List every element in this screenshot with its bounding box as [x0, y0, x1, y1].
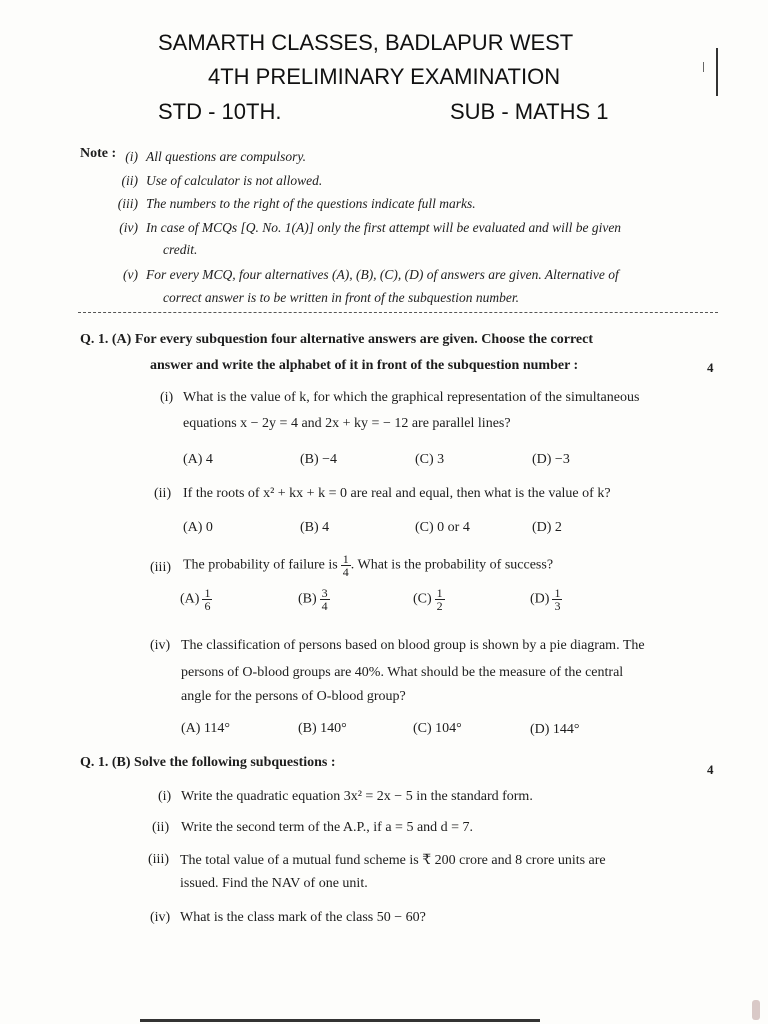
note-item: (v) For every MCQ, four alternatives (A), (B), (C), (D) of answers are given. Alternative of: [123, 267, 619, 282]
question-text: What is the class mark of the class 50 − 60?: [180, 910, 426, 925]
margin-line: [716, 48, 718, 96]
option: (B) $\frac{3}{4}$: [298, 586, 328, 613]
question-text: equations x − 2y = 4 and 2x + ky = − 12 are parallel lines?: [183, 416, 511, 431]
note-item: (iv) In case of MCQs [Q. No. 1(A)] only the first attempt will be evaluated and will be given: [119, 220, 622, 235]
question-text: The probability of failure is $\frac{1}{4}$ . What is the probability of success?: [183, 552, 554, 579]
note-item-continued: correct answer is to be written in front of the subquestion number.: [163, 290, 519, 305]
question-number: (ii): [154, 486, 172, 501]
option: (A) 4: [183, 452, 213, 467]
option: (C) 104°: [413, 721, 462, 736]
option: (D) −3: [532, 452, 570, 467]
question-text: The classification of persons based on blood group is shown by a pie diagram. The: [181, 638, 645, 653]
q1b-marks: 4: [707, 762, 714, 777]
question-text: The total value of a mutual fund scheme is ₹ 200 crore and 8 crore units are: [180, 853, 606, 868]
standard-label: STD - 10TH.: [158, 99, 282, 124]
school-name: SAMARTH CLASSES, BADLAPUR WEST: [158, 30, 574, 55]
option: (B) −4: [300, 452, 338, 467]
note-item: (ii) Use of calculator is not allowed.: [121, 173, 323, 188]
option: (C) $\frac{1}{2}$: [413, 586, 443, 613]
question-number: (iv): [150, 638, 171, 653]
separator: [78, 312, 718, 313]
question-text: Write the quadratic equation 3x² = 2x − 5 in the standard form.: [181, 789, 533, 804]
question-text: Write the second term of the A.P., if a = 5 and d = 7.: [181, 820, 474, 835]
note-item-continued: credit.: [163, 242, 198, 257]
option: (C) 0 or 4: [415, 520, 470, 535]
question-text: What is the value of k, for which the graphical representation of the simultaneous: [183, 390, 640, 405]
note-item: (i) All questions are compulsory.: [125, 149, 306, 164]
q1b-heading: Q. 1. (B) Solve the following subquestions :: [80, 755, 336, 770]
question-number: (iii): [150, 560, 171, 575]
page-smudge: [752, 1000, 760, 1020]
question-number: (iv): [150, 910, 171, 925]
q1a-heading-continued: answer and write the alphabet of it in front of the subquestion number :: [150, 358, 579, 373]
question-number: (ii): [152, 820, 170, 835]
question-text: issued. Find the NAV of one unit.: [180, 876, 368, 891]
exam-title: 4TH PRELIMINARY EXAMINATION: [208, 64, 561, 89]
question-text: If the roots of x² + kx + k = 0 are real and equal, then what is the value of k?: [183, 486, 611, 501]
note-label: Note :: [80, 146, 117, 161]
q1a-heading: Q. 1. (A) For every subquestion four alternative answers are given. Choose the correct: [80, 332, 593, 347]
subject-label: SUB - MATHS 1: [450, 99, 609, 124]
option: (A) 0: [183, 520, 213, 535]
fraction: $\frac{1}{4}$: [342, 552, 349, 579]
note-item: (iii) The numbers to the right of the questions indicate full marks.: [117, 196, 476, 211]
question-number: (i): [158, 789, 172, 804]
option: (D) 144°: [530, 722, 580, 737]
question-number: (i): [160, 390, 174, 405]
question-number: (iii): [148, 852, 169, 867]
margin-tick: [703, 62, 704, 72]
option: (B) 4: [300, 520, 330, 535]
question-text: angle for the persons of O-blood group?: [181, 689, 406, 704]
page-edge-line: [140, 1019, 540, 1022]
q1a-marks: 4: [707, 360, 714, 375]
option: (C) 3: [415, 452, 445, 467]
option: (A) $\frac{1}{6}$: [180, 586, 211, 613]
option: (D) 2: [532, 520, 562, 535]
option: (B) 140°: [298, 721, 347, 736]
option: (A) 114°: [181, 721, 231, 736]
question-text: persons of O-blood groups are 40%. What should be the measure of the central: [181, 665, 624, 680]
option: (D) $\frac{1}{3}$: [530, 586, 561, 613]
